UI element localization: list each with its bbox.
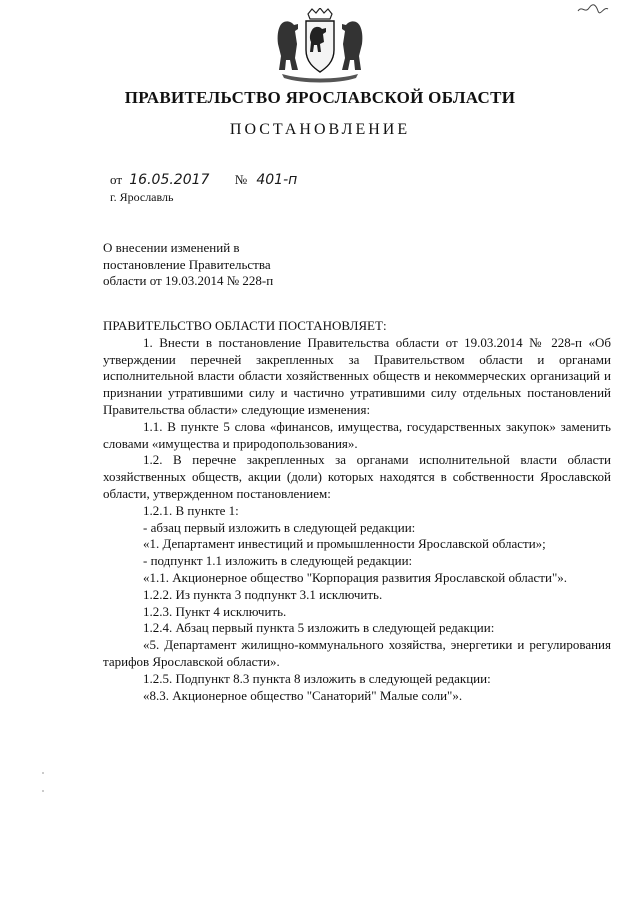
document-subject	[103, 240, 273, 290]
body-paragraph: «8.3. Акционерное общество "Санаторий" Малые соли"».	[143, 687, 463, 703]
body-paragraph: «1. Департамент инвестиций и промышленности Ярославской области»;	[143, 536, 546, 552]
number-label: №	[234, 172, 248, 187]
body-paragraph: ПРАВИТЕЛЬСТВО ОБЛАСТИ ПОСТАНОВЛЯЕТ:	[103, 318, 387, 333]
corner-handwritten-mark	[576, 2, 610, 16]
body-paragraph: - подпункт 1.1 изложить в следующей редакции:	[143, 553, 413, 569]
city: г. Ярославль	[110, 190, 174, 204]
coat-of-arms-icon	[268, 8, 372, 84]
subject-line: постановление Правительства	[103, 256, 271, 272]
document-type: ПОСТАНОВЛЕНИЕ	[229, 121, 411, 138]
body-paragraph: «5. Департамент жилищно-коммунального хозяйства, энергетики и регулирования тарифов Ярославской области».	[103, 637, 611, 669]
document-body	[103, 318, 611, 704]
date-number-line	[110, 172, 297, 188]
subject-line: О внесении изменений в	[103, 240, 240, 255]
body-paragraph: 1.2.5. Подпункт 8.3 пункта 8 изложить в следующей редакции:	[143, 670, 491, 686]
body-paragraph: 1. Внести в постановление Правительства области от 19.03.2014 № 228-п «Об утверждении перечней закрепленных за Правительством области и органами исполнительной власти области хозяйственных обществ и некоммерческих организаций и признании утратившими силу и частично утратившими силу отдельных постановлений Правительства области» следующие изменения:	[103, 334, 611, 417]
scan-speck	[42, 772, 44, 774]
body-paragraph: 1.2.2. Из пункта 3 подпункт 3.1 исключить.	[143, 586, 383, 602]
document-date: 16.05.2017	[129, 172, 210, 188]
government-title: ПРАВИТЕЛЬСТВО ЯРОСЛАВСКОЙ ОБЛАСТИ	[124, 88, 516, 107]
body-paragraph: «1.1. Акционерное общество "Корпорация развития Ярославской области"».	[143, 569, 567, 585]
body-paragraph: 1.2. В перечне закрепленных за органами исполнительной власти области хозяйственных обществ, акции (доли) которых находятся в собственности Ярославской области, утвержденном постановлением:	[103, 452, 611, 501]
body-paragraph: 1.2.1. В пункте 1:	[143, 502, 239, 518]
body-paragraph: 1.1. В пункте 5 слова «финансов, имущества, государственных закупок» заменить словами «имущества и природопользования».	[103, 418, 611, 451]
subject-line: области от 19.03.2014 № 228-п	[103, 273, 274, 288]
body-paragraph: 1.2.3. Пункт 4 исключить.	[143, 603, 287, 619]
date-prefix: от	[110, 172, 123, 187]
body-paragraph: - абзац первый изложить в следующей редакции:	[143, 519, 416, 535]
body-paragraph: 1.2.4. Абзац первый пункта 5 изложить в следующей редакции:	[143, 620, 495, 636]
document-number: 401-п	[256, 172, 298, 188]
scan-speck	[42, 790, 44, 792]
